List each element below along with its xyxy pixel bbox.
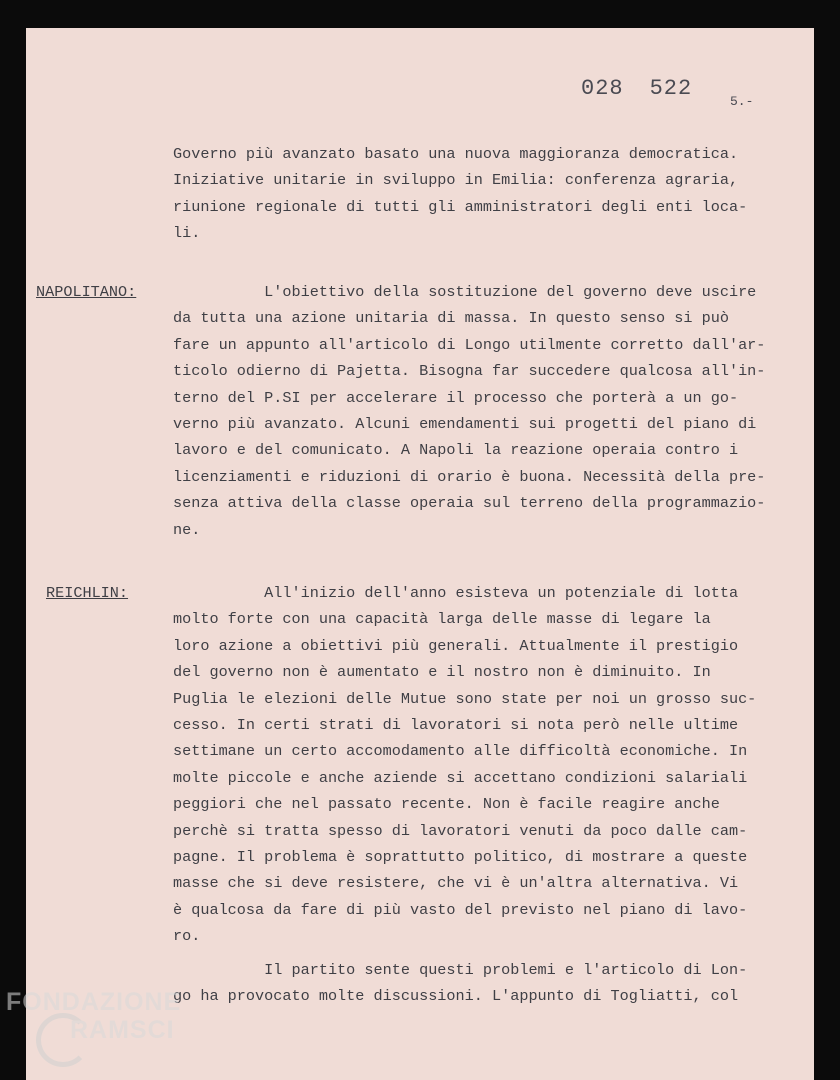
reichlin-paragraph [173, 580, 793, 949]
text-line: masse che si deve resistere, che vi è un'altra alternativa. Vi [173, 874, 739, 893]
document-number-part-a: 028 [581, 76, 624, 101]
text-line: Governo più avanzato basato una nuova maggioranza democratica. [173, 145, 739, 163]
intro-paragraph [173, 141, 793, 247]
text-line: fare un appunto all'articolo di Longo utilmente corretto dall'ar- [173, 335, 766, 354]
text-line: settimane un certo accomodamento alle difficoltà economiche. In [173, 742, 748, 761]
text-line: da tutta una azione unitaria di massa. In questo senso si può [173, 309, 729, 328]
document-number-part-b: 522 [649, 76, 693, 101]
reichlin-continuation-paragraph [173, 957, 793, 1010]
text-line: verno più avanzato. Alcuni emendamenti sui progetti del piano di [173, 414, 757, 433]
text-line: cesso. In certi strati di lavoratori si nota però nelle ultime [173, 715, 739, 734]
document-number [581, 76, 692, 101]
text-line: peggiori che nel passato recente. Non è facile reagire anche [173, 795, 720, 814]
text-line: li. [173, 224, 201, 243]
text-line: pagne. Il problema è soprattutto politico, di mostrare a queste [173, 847, 748, 866]
speaker-reichlin: REICHLIN: [46, 584, 129, 602]
watermark-line-1: FONDAZIONE [6, 988, 182, 1016]
text-line: Puglia le elezioni delle Mutue sono state per noi un grosso suc- [173, 689, 757, 708]
text-line: Il partito sente questi problemi e l'articolo di Lon- [173, 961, 748, 979]
text-line: perchè si tratta spesso di lavoratori venuti da poco dalle cam- [173, 821, 748, 840]
text-line: del governo non è aumentato e il nostro non è diminuito. In [173, 663, 711, 682]
text-line: ro. [173, 927, 201, 946]
text-line: lavoro e del comunicato. A Napoli la reazione operaia contro i [173, 441, 739, 460]
text-line: Iniziative unitarie in sviluppo in Emilia: conferenza agraria, [173, 171, 739, 190]
text-line: è qualcosa da fare di più vasto del previsto nel piano di lavo- [173, 900, 748, 919]
page-number: 5.- [730, 94, 754, 109]
watermark-line-2: RAMSCI [70, 1016, 175, 1044]
document-page [26, 28, 814, 1080]
text-line: ticolo odierno di Pajetta. Bisogna far succedere qualcosa all'in- [173, 362, 766, 381]
text-line: molto forte con una capacità larga delle masse di legare la [173, 610, 711, 629]
text-line: licenziamenti e riduzioni di orario è buona. Necessità della pre- [173, 467, 766, 486]
fondazione-gramsci-watermark [0, 985, 230, 1080]
text-line: All'inizio dell'anno esisteva un potenziale di lotta [173, 584, 739, 602]
text-line: senza attiva della classe operaia sul terreno della programmazio- [173, 494, 766, 513]
text-line: terno del P.SI per accelerare il processo che porterà a un go- [173, 388, 739, 407]
text-line: ne. [173, 520, 201, 539]
text-line: go ha provocato molte discussioni. L'appunto di Togliatti, col [173, 987, 739, 1006]
text-line: L'obiettivo della sostituzione del governo deve uscire [173, 283, 757, 301]
text-line: loro azione a obiettivi più generali. Attualmente il prestigio [173, 636, 739, 655]
speaker-napolitano: NAPOLITANO: [36, 283, 137, 301]
text-line: riunione regionale di tutti gli amministratori degli enti loca- [173, 197, 748, 216]
text-line: molte piccole e anche aziende si accettano condizioni salariali [173, 768, 748, 787]
napolitano-paragraph [173, 279, 793, 543]
